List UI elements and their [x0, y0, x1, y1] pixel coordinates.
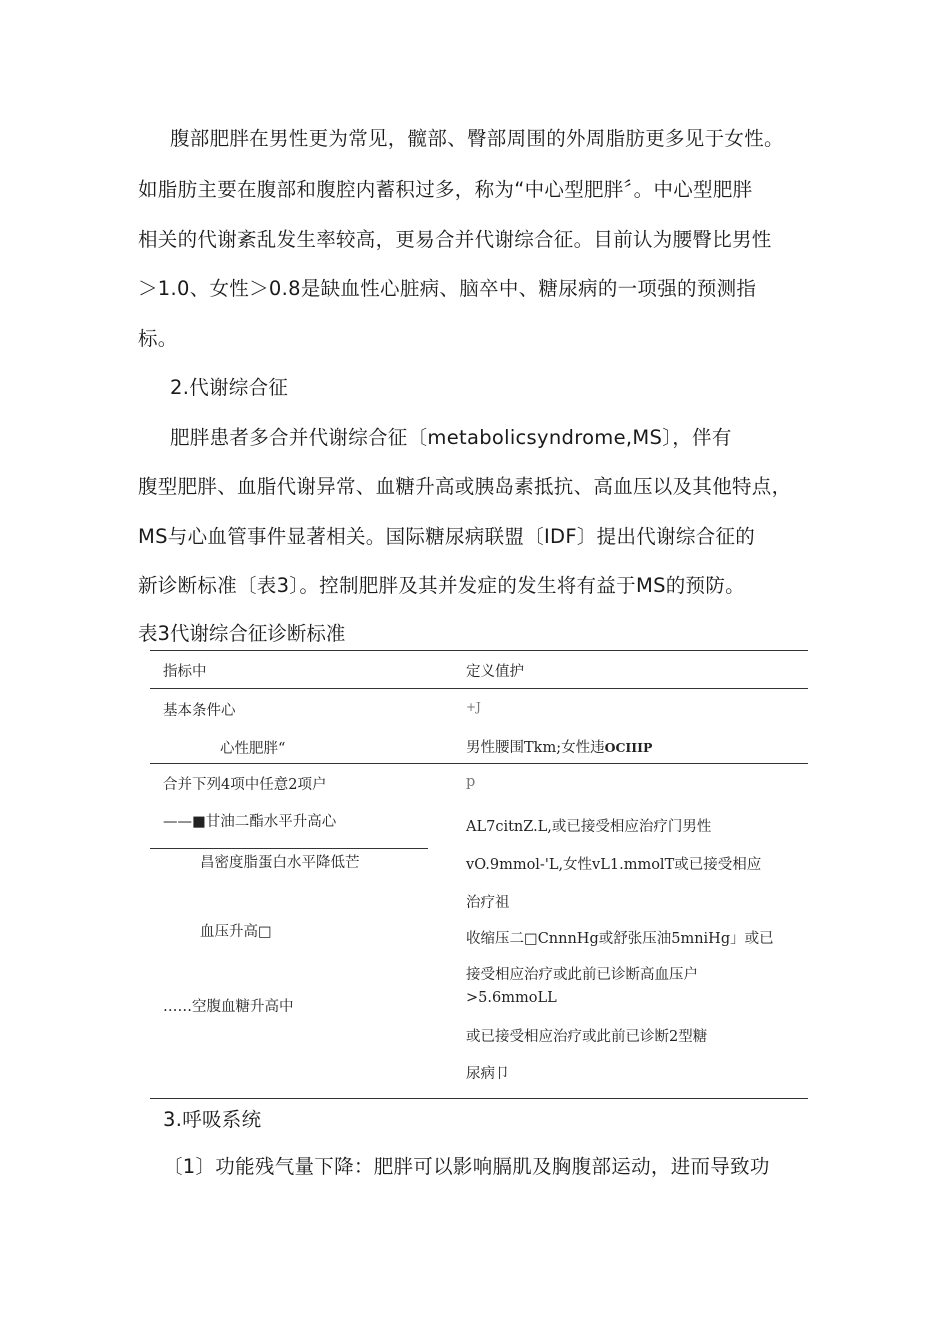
paragraph-2-line-2: 腹型肥胖、血脂代谢异常、血糖升高或胰岛素抵抗、高血压以及其他特点， [138, 475, 792, 498]
paragraph-2-line-1: 肥胖患者多合并代谢综合征〔metabolicsyndrome,MS〕，伴有 [170, 426, 732, 449]
fasting-glucose-label: ……空腹血糖升高中 [163, 999, 294, 1015]
hdl-definition-line-1: vO.9mmol-'L,女性vL1.mmolT或已接受相应 [466, 857, 762, 873]
paragraph-1-line-2: 如脂肪主要在腹部和腹腔内蓄积过多，称为“中心型肥胖〞。中心型肥胖 [138, 178, 753, 201]
paragraph-1-line-3: 相关的代谢紊乱发生率较高，更易合并代谢综合征。目前认为腰臀比男性 [138, 228, 772, 251]
merge-criteria-value: p [466, 774, 476, 790]
paragraph-2-line-3: MS与心血管事件显著相关。国际糖尿病联盟〔IDF〕提出代谢综合征的 [138, 525, 756, 548]
table-top-rule [150, 650, 808, 651]
paragraph-3-line-1: 〔1〕功能残气量下降：肥胖可以影响膈肌及胸腹部运动，进而导致功 [163, 1155, 770, 1178]
triglyceride-label: ——■甘油二酯水平升高心 [163, 814, 337, 830]
paragraph-1-line-4: ＞1.0、女性＞0.8是缺血性心脏病、脑卒中、糖尿病的一项强的预测指 [138, 277, 757, 300]
table-row-rule [150, 763, 808, 764]
basic-condition-label: 基本条件心 [163, 703, 236, 719]
fpg-definition-line-3: 尿病卩 [466, 1066, 510, 1082]
paragraph-2-line-4: 新诊断标准〔表3〕。控制肥胖及其并发症的发生将有益于MS的预防。 [138, 574, 745, 597]
paragraph-1-line-1: 腹部肥胖在男性更为常见，髋部、臀部周围的外周脂肪更多见于女性。 [170, 127, 784, 150]
triglyceride-definition: AL7citnZ.L,或已接受相应治疗门男性 [466, 819, 712, 835]
table-caption: 表3代谢综合征诊断标准 [138, 622, 346, 645]
table-header-rule [150, 688, 808, 689]
fpg-definition-line-1: >5.6mmoLL [466, 990, 557, 1006]
waist-definition [466, 736, 652, 757]
blood-pressure-label: 血压升高□ [200, 924, 272, 940]
hdl-label: 昌密度脂蛋白水平降低芒 [200, 855, 360, 871]
paragraph-1-line-5: 标。 [138, 327, 178, 350]
hdl-definition-line-2: 治疗祖 [466, 895, 510, 911]
merge-criteria-label: 合并下列4项中任意2项户 [163, 777, 327, 793]
waist-definition-bold: OCIIIP [604, 740, 653, 755]
table-bottom-rule [150, 1098, 808, 1099]
table-header-indicator: 指标中 [163, 664, 207, 680]
section-heading-respiratory-system: 3.呼吸系统 [163, 1108, 262, 1131]
fpg-definition-line-2: 或已接受相应治疗或此前已诊断2型糖 [466, 1029, 708, 1045]
table-inner-rule [150, 848, 428, 849]
bp-definition-line-2: 接受相应治疗或此前已诊断高血压户 [466, 967, 698, 983]
central-obesity-label: 心性肥胖“ [220, 741, 286, 757]
bp-definition-line-1: 收缩压二□CnnnHg或舒张压油5mniHg」或已 [466, 931, 774, 947]
table-header-definition: 定义值护 [466, 664, 524, 680]
section-heading-metabolic-syndrome: 2.代谢综合征 [170, 376, 289, 399]
basic-condition-value: +J [466, 700, 481, 714]
waist-definition-text: 男性腰围Tkm;女性违 [466, 740, 605, 756]
